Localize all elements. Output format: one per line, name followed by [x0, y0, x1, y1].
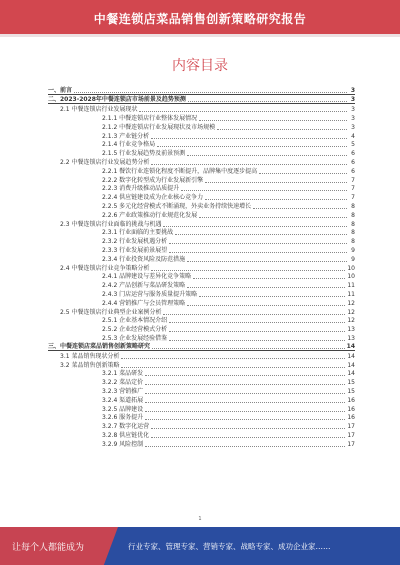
toc-entry[interactable] — [48, 298, 355, 307]
toc-dot-leader — [145, 418, 345, 420]
report-title: 中餐连锁店菜品销售创新策略研究报告 — [93, 12, 307, 26]
toc-entry-page: 8 — [351, 238, 355, 246]
footer-banner — [0, 527, 400, 565]
toc-entry-label: 2.5.3 企业发展经验借鉴 — [102, 334, 168, 342]
toc-entry-page: 16 — [347, 405, 355, 413]
toc-entry[interactable] — [48, 140, 355, 149]
toc-entry[interactable] — [48, 263, 355, 272]
toc-entry[interactable] — [48, 245, 355, 254]
toc-heading: 内容目录 — [172, 58, 228, 74]
toc-entry[interactable] — [48, 333, 355, 342]
toc-dot-leader — [187, 286, 345, 288]
toc-entry-page: 8 — [351, 202, 355, 210]
toc-dot-leader — [152, 347, 345, 349]
toc-entry-page: 15 — [347, 379, 355, 387]
toc-dot-leader — [253, 207, 347, 209]
toc-dot-leader — [181, 189, 347, 191]
toc-entry-page: 11 — [347, 290, 355, 298]
toc-entry-label: 2.2.6 产业政策推动行业规范化发展 — [102, 211, 198, 219]
toc-entry[interactable] — [48, 307, 355, 316]
header-divider — [0, 34, 400, 37]
toc-entry-label: 2.1.2 中餐连锁店行业发展现状及市场规模 — [102, 123, 216, 131]
toc-dot-leader — [145, 374, 345, 376]
toc-entry-label: 2.1.5 行业发展趋势及前景预测 — [102, 150, 186, 158]
toc-dot-leader — [151, 163, 347, 165]
toc-dot-leader — [193, 277, 345, 279]
toc-entry-page: 9 — [351, 246, 355, 254]
toc-entry-label: 3.2.2 菜品定价 — [102, 379, 144, 387]
toc-entry-page: 8 — [351, 211, 355, 219]
toc-entry-page: 3 — [350, 96, 355, 104]
toc-entry-label: 2.3.3 行业发展前景展望 — [102, 246, 168, 254]
toc-dot-leader — [169, 339, 345, 341]
toc-entry-label: 2.1 中餐连锁店行业发展现状 — [60, 106, 138, 114]
toc-entry[interactable] — [48, 395, 355, 404]
toc-entry-page: 12 — [347, 299, 355, 307]
toc-entry-page: 15 — [347, 388, 355, 396]
toc-entry-label: 2.5 中餐连锁店行业典型企业案例分析 — [60, 308, 162, 316]
toc-entry-page: 8 — [351, 220, 355, 228]
toc-entry[interactable] — [48, 272, 355, 281]
toc-entry-page: 12 — [347, 317, 355, 325]
toc-entry-page: 7 — [351, 185, 355, 193]
toc-entry-page: 13 — [347, 334, 355, 342]
toc-entry-page: 14 — [347, 361, 355, 369]
toc-entry-page: 14 — [347, 352, 355, 360]
toc-entry-label: 2.4.1 品牌建设与差异化竞争策略 — [102, 273, 192, 281]
toc-entry-label: 2.3.4 行业投资风险及防范措施 — [102, 255, 186, 263]
toc-entry-label: 2.1.1 中餐连锁店行业整体发展情况 — [102, 114, 198, 122]
toc-entry-label: 2.1.4 行业竞争格局 — [102, 141, 156, 149]
toc-entry[interactable] — [48, 201, 355, 210]
toc-entry[interactable] — [48, 289, 355, 298]
toc-dot-leader — [163, 313, 345, 315]
toc-entry-page: 14 — [346, 343, 355, 351]
toc-dot-leader — [169, 321, 345, 323]
toc-entry-page: 7 — [351, 194, 355, 202]
toc-entry-label: 3.2.9 风险控制 — [102, 440, 144, 448]
toc-entry-page: 11 — [347, 282, 355, 290]
toc-entry-label: 2.5.1 企业基本情况介绍 — [102, 317, 168, 325]
toc-entry[interactable] — [48, 404, 355, 413]
toc-entry-page: 6 — [351, 150, 355, 158]
toc-entry-label: 三、中餐连锁店菜品销售创新策略研究 — [48, 343, 151, 351]
toc-dot-leader — [163, 225, 347, 227]
toc-dot-leader — [145, 445, 345, 447]
toc-dot-leader — [188, 100, 347, 102]
toc-entry[interactable] — [48, 430, 355, 439]
toc-entry[interactable] — [48, 219, 355, 228]
toc-entry[interactable] — [48, 386, 355, 395]
toc-entry[interactable] — [48, 210, 355, 219]
toc-entry-page: 5 — [351, 141, 355, 149]
toc-dot-leader — [169, 242, 347, 244]
toc-entry[interactable] — [48, 228, 355, 237]
toc-entry-label: 3.2.5 品牌建设 — [102, 405, 144, 413]
toc-entry-label: 3.2.7 数字化运营 — [102, 423, 150, 431]
toc-dot-leader — [175, 233, 347, 235]
toc-entry-page: 17 — [347, 423, 355, 431]
toc-dot-leader — [199, 295, 345, 297]
toc-entry-page: 3 — [351, 106, 355, 114]
toc-entry-page: 13 — [347, 326, 355, 334]
table-of-contents — [48, 86, 355, 448]
toc-entry-label: 一、前言 — [48, 87, 73, 95]
toc-entry[interactable] — [48, 360, 355, 369]
toc-dot-leader — [169, 251, 347, 253]
toc-entry-page: 6 — [351, 167, 355, 175]
toc-entry[interactable] — [48, 113, 355, 122]
toc-entry-label: 2.2.3 消费升级推动品质提升 — [102, 185, 180, 193]
toc-entry-page: 9 — [351, 255, 355, 263]
toc-entry-label: 3.1 菜品销售现状分析 — [60, 352, 120, 360]
toc-dot-leader — [145, 383, 345, 385]
toc-dot-leader — [199, 216, 347, 218]
toc-entry-label: 2.2.5 多元化经营模式不断涌现，外卖业务持续快速增长 — [102, 202, 252, 210]
toc-dot-leader — [121, 357, 345, 359]
toc-entry-label: 3.2.1 菜品研发 — [102, 370, 144, 378]
toc-dot-leader — [121, 366, 345, 368]
toc-entry-label: 3.2 菜品销售创新策略 — [60, 361, 120, 369]
toc-entry-label: 2.4.2 产品创新与菜品研发策略 — [102, 282, 186, 290]
toc-dot-leader — [151, 436, 345, 438]
toc-entry-page: 4 — [351, 132, 355, 140]
toc-dot-leader — [151, 137, 347, 139]
toc-entry-label: 3.2.4 渠道拓展 — [102, 396, 144, 404]
toc-entry[interactable] — [48, 166, 355, 175]
footer-slogan: 让每个人都能成为 — [12, 543, 85, 553]
toc-entry[interactable] — [48, 280, 355, 289]
toc-dot-leader — [145, 410, 345, 412]
toc-entry[interactable] — [48, 86, 355, 95]
toc-entry-label: 3.2.8 供应链优化 — [102, 432, 150, 440]
toc-entry-page: 16 — [347, 396, 355, 404]
toc-entry[interactable] — [48, 421, 355, 430]
toc-entry-page: 3 — [350, 87, 355, 95]
toc-entry[interactable] — [48, 439, 355, 448]
toc-entry[interactable] — [48, 95, 355, 104]
toc-dot-leader — [151, 427, 345, 429]
toc-entry-page: 12 — [347, 308, 355, 316]
toc-entry[interactable] — [48, 369, 355, 378]
toc-entry-page: 14 — [347, 370, 355, 378]
toc-entry[interactable] — [48, 377, 355, 386]
toc-entry[interactable] — [48, 148, 355, 157]
toc-entry-page: 7 — [351, 176, 355, 184]
toc-entry-label: 2.4.4 营销推广与会员管理策略 — [102, 299, 186, 307]
toc-entry[interactable] — [48, 342, 355, 351]
toc-entry-label: 2.3 中餐连锁店行业面临的挑战与机遇 — [60, 220, 162, 228]
toc-dot-leader — [157, 145, 347, 147]
toc-dot-leader — [205, 181, 347, 183]
toc-entry-label: 3.2.6 服务提升 — [102, 414, 144, 422]
toc-entry-page: 10 — [347, 273, 355, 281]
toc-entry-page: 16 — [347, 414, 355, 422]
toc-entry-label: 2.2.1 餐饮行业连锁化程度不断提升，品牌集中度逐步提高 — [102, 167, 258, 175]
toc-entry-label: 二、2023-2028年中餐连锁店市场前景及趋势预测 — [48, 96, 186, 104]
toc-entry-page: 17 — [347, 440, 355, 448]
toc-entry-label: 2.2.4 供应链建设成为企业核心竞争力 — [102, 194, 204, 202]
toc-entry[interactable] — [48, 104, 355, 113]
toc-entry[interactable] — [48, 175, 355, 184]
toc-entry-label: 2.2.2 数字化转型成为行业发展新引擎 — [102, 176, 204, 184]
toc-entry-page: 3 — [351, 123, 355, 131]
toc-dot-leader — [151, 269, 345, 271]
toc-entry-page: 6 — [351, 158, 355, 166]
toc-dot-leader — [205, 198, 347, 200]
toc-entry-page: 3 — [351, 114, 355, 122]
toc-entry[interactable] — [48, 131, 355, 140]
toc-entry[interactable] — [48, 351, 355, 360]
toc-entry-label: 2.3.2 行业发展机遇分析 — [102, 238, 168, 246]
toc-entry-page: 8 — [351, 229, 355, 237]
toc-entry[interactable] — [48, 192, 355, 201]
report-header — [0, 0, 400, 34]
footer-roles: 行业专家、管理专家、营销专家、战略专家、成功企业家…… — [128, 542, 331, 551]
toc-entry-label: 3.2.3 营销推广 — [102, 388, 144, 396]
toc-entry[interactable] — [48, 157, 355, 166]
toc-entry-label: 2.4 中餐连锁店行业竞争策略分析 — [60, 264, 150, 272]
toc-entry[interactable] — [48, 316, 355, 325]
toc-entry-label: 2.4.3 门店运营与服务质量提升策略 — [102, 290, 198, 298]
toc-dot-leader — [259, 172, 347, 174]
toc-dot-leader — [199, 119, 347, 121]
toc-dot-leader — [74, 91, 347, 93]
toc-dot-leader — [145, 392, 345, 394]
toc-dot-leader — [187, 304, 345, 306]
toc-entry-label: 2.2 中餐连锁店行业发展趋势分析 — [60, 158, 150, 166]
page-number: 1 — [198, 516, 202, 522]
toc-dot-leader — [217, 128, 347, 130]
toc-entry[interactable] — [48, 254, 355, 263]
toc-entry[interactable] — [48, 413, 355, 422]
toc-entry-label: 2.5.2 企业经营模式分析 — [102, 326, 168, 334]
toc-entry[interactable] — [48, 184, 355, 193]
toc-dot-leader — [145, 401, 345, 403]
toc-dot-leader — [187, 154, 347, 156]
toc-dot-leader — [187, 260, 347, 262]
toc-entry[interactable] — [48, 324, 355, 333]
toc-entry-page: 17 — [347, 432, 355, 440]
toc-entry[interactable] — [48, 236, 355, 245]
toc-dot-leader — [139, 110, 347, 112]
toc-dot-leader — [169, 330, 345, 332]
toc-entry[interactable] — [48, 122, 355, 131]
toc-entry-page: 10 — [347, 264, 355, 272]
toc-entry-label: 2.1.3 产业链分析 — [102, 132, 150, 140]
toc-entry-label: 2.3.1 行业面临的主要挑战 — [102, 229, 174, 237]
